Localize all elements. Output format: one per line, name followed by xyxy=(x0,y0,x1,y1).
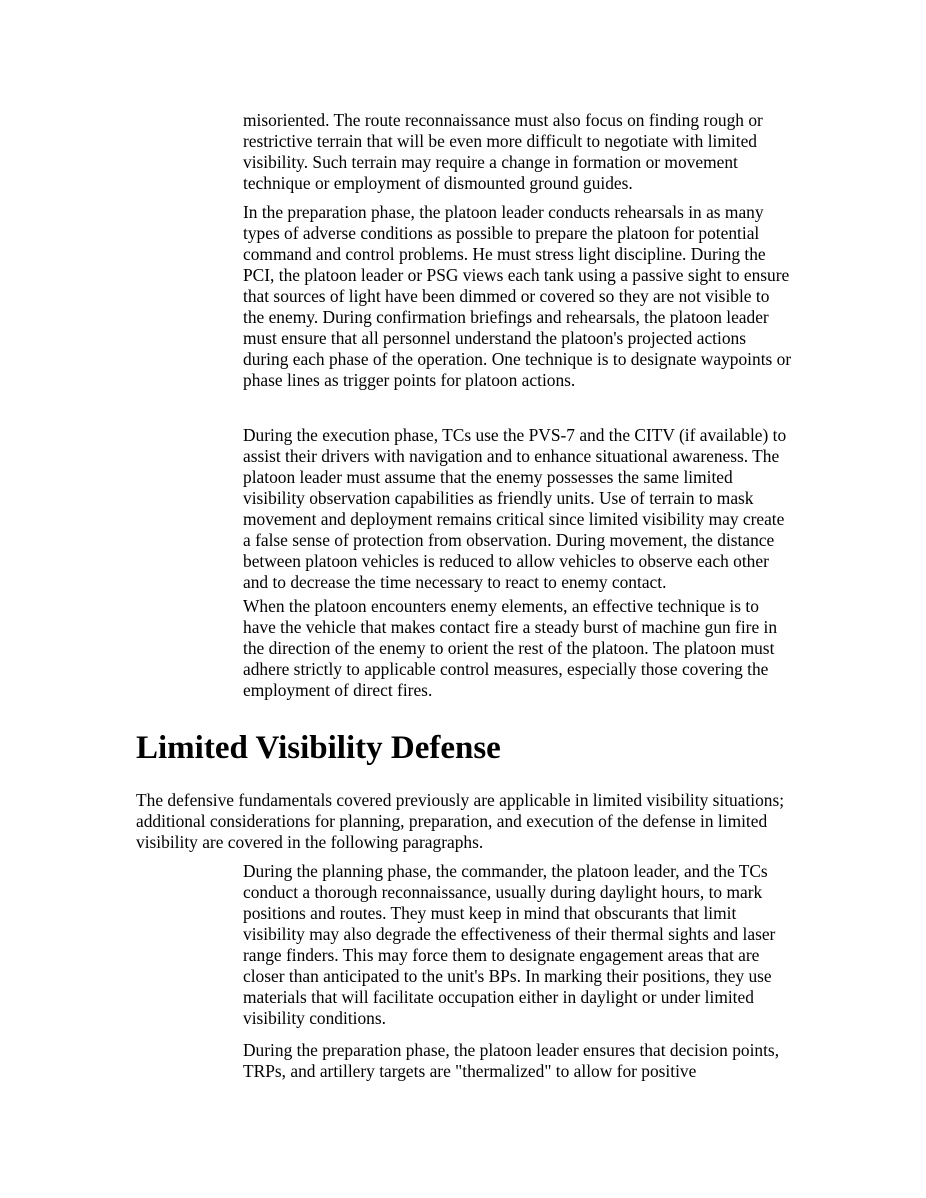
paragraph-preparation-phase-defense: During the preparation phase, the platoon leader ensures that decision points, TRPs, and artillery targets are "thermalized" to allow for positive xyxy=(243,1040,780,1081)
paragraph-execution-phase: During the execution phase, TCs use the PVS-7 and the CITV (if available) to assist their drivers with navigation and to enhance situational awareness. The platoon leader must assume that the enemy possesses the same limited visibility observation capabilities as friendly units. Use of terrain to mask movement and deployment remains critical since limited visibility may create a false sense of protection from observation. During movement, the distance between platoon vehicles is reduced to allow vehicles to observe each other and to decrease the time necessary to react to enemy contact. xyxy=(243,425,787,592)
paragraph-defense-intro: The defensive fundamentals covered previously are applicable in limited visibility situations; additional considerations for planning, preparation, and execution of the defense in limited visibility are covered in the following paragraphs. xyxy=(136,790,785,852)
paragraph-preparation-phase-offense: In the preparation phase, the platoon leader conducts rehearsals in as many types of adverse conditions as possible to prepare the platoon for potential command and control problems. He must stress light discipline. During the PCI, the platoon leader or PSG views each tank using a passive sight to ensure that sources of light have been dimmed or covered so they are not visible to the enemy. During confirmation briefings and rehearsals, the platoon leader must ensure that all personnel understand the platoon's projected actions during each phase of the operation. One technique is to designate waypoints or phase lines as trigger points for platoon actions. xyxy=(243,202,792,390)
paragraph-route-reconnaissance: misoriented. The route reconnaissance must also focus on finding rough or restrictive terrain that will be even more difficult to negotiate with limited visibility. Such terrain may require a change in formation or movement technique or employment of dismounted ground guides. xyxy=(243,110,763,193)
paragraph-planning-phase-defense: During the planning phase, the commander, the platoon leader, and the TCs conduct a thorough reconnaissance, usually during daylight hours, to mark positions and routes. They must keep in mind that obscurants that limit visibility may also degrade the effectiveness of their thermal sights and laser range finders. This may force them to designate engagement areas that are closer than anticipated to the unit's BPs. In marking their positions, they use materials that will facilitate occupation either in daylight or under limited visibility conditions. xyxy=(243,861,776,1028)
paragraph-enemy-contact: When the platoon encounters enemy elements, an effective technique is to have the vehicle that makes contact fire a steady burst of machine gun fire in the direction of the enemy to orient the rest of the platoon. The platoon must adhere strictly to applicable control measures, especially those covering the employment of direct fires. xyxy=(243,596,778,700)
section-heading: Limited Visibility Defense xyxy=(136,730,501,766)
